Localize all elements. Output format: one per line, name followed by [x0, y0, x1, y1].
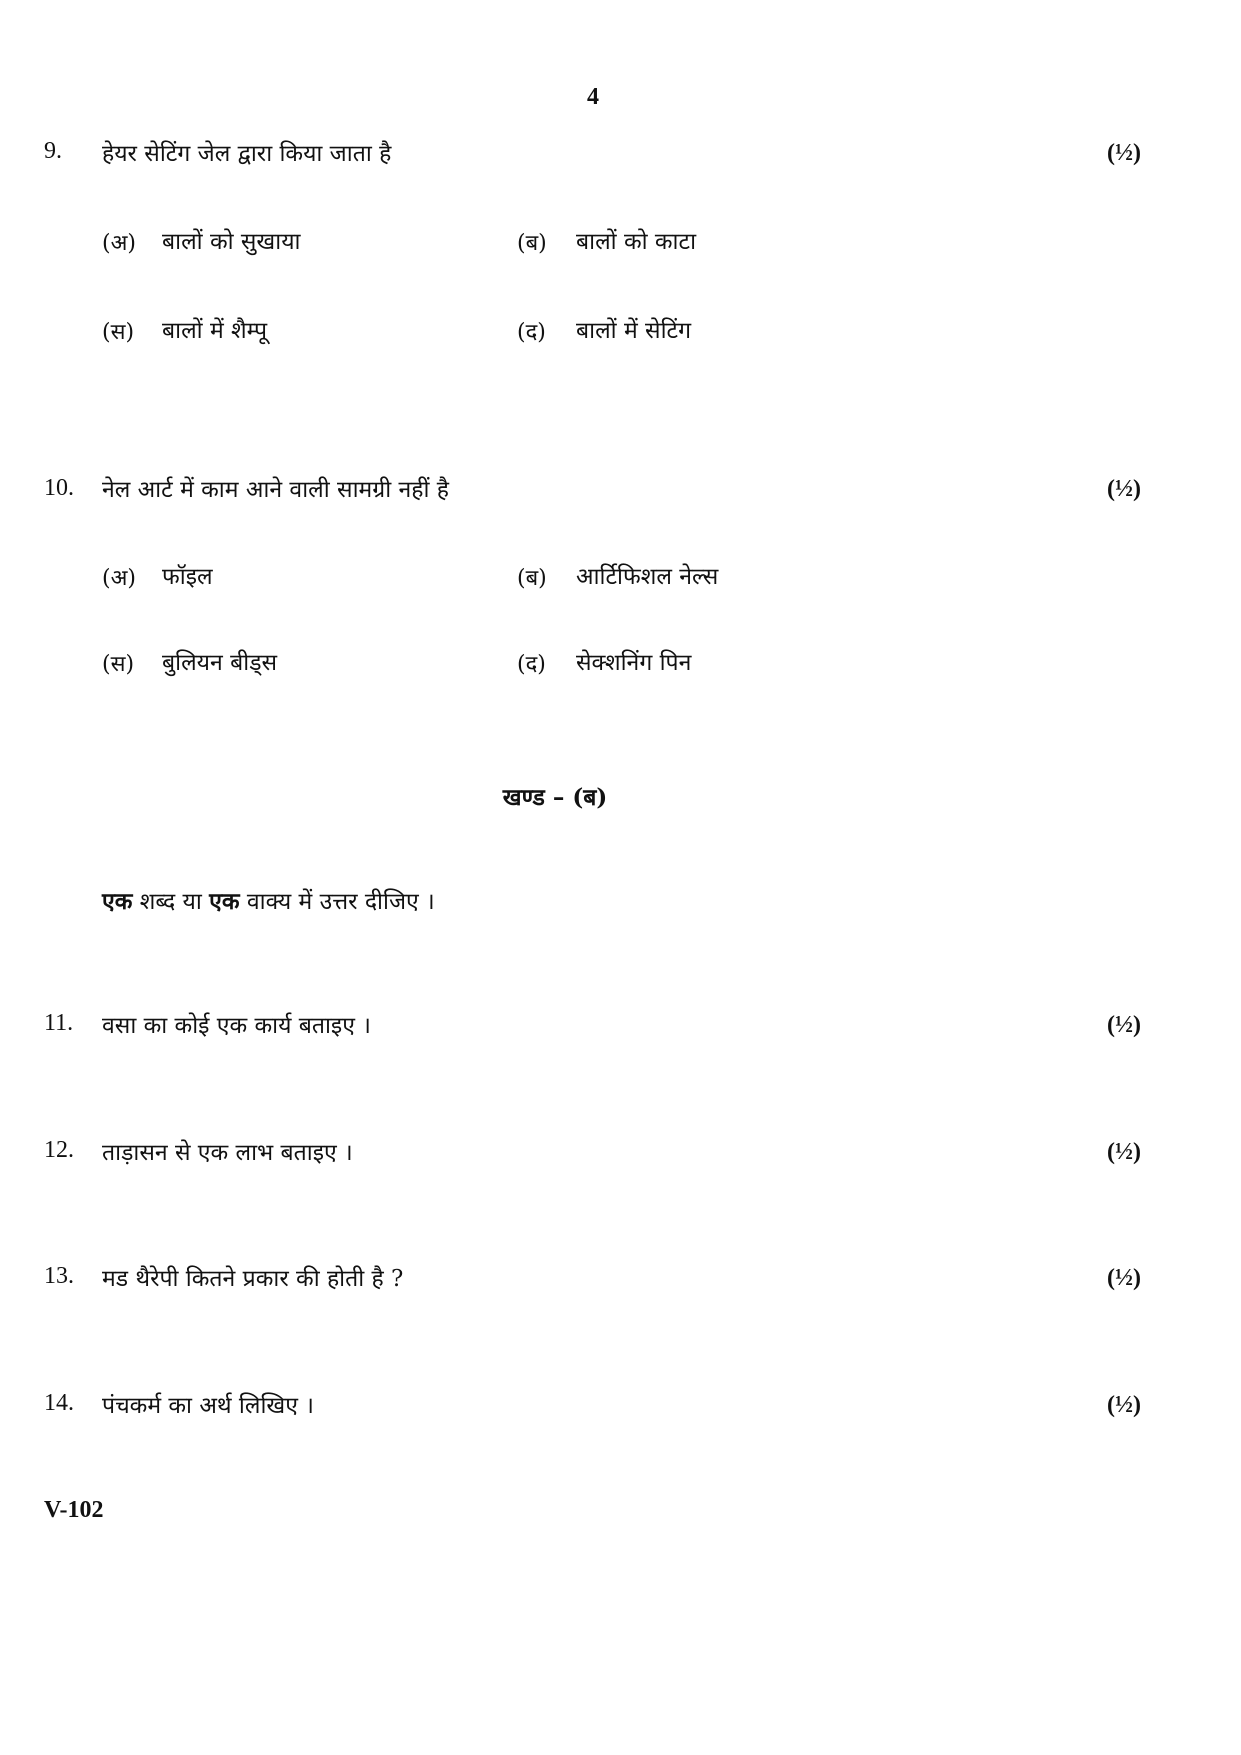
page-number: 4	[587, 84, 599, 110]
instruction-bold: एक	[209, 888, 240, 915]
question-number: 10.	[44, 475, 74, 501]
option-label: (अ)	[102, 231, 136, 256]
option-text: सेक्शनिंग पिन	[576, 650, 692, 676]
paper-code: V-102	[44, 1497, 104, 1523]
option-text: बालों में शैम्पू	[162, 318, 268, 344]
question-text: हेयर सेटिंग जेल द्वारा किया जाता है	[102, 141, 392, 167]
question-number: 11.	[44, 1010, 74, 1036]
option-text: फॉइल	[162, 564, 213, 590]
instruction-bold: एक	[102, 888, 133, 915]
option-text: बालों को सुखाया	[162, 229, 301, 255]
question-marks: (½)	[1107, 1012, 1141, 1038]
question-number: 13.	[44, 1263, 74, 1289]
question-text: पंचकर्म का अर्थ लिखिए ।	[102, 1393, 314, 1419]
option-label: (द)	[517, 320, 546, 345]
option-label: (स)	[102, 320, 135, 345]
question-number: 9.	[44, 138, 62, 164]
question-number: 14.	[44, 1390, 74, 1416]
question-marks: (½)	[1107, 476, 1141, 502]
instruction-text: शब्द या	[132, 889, 210, 915]
question-marks: (½)	[1107, 140, 1141, 166]
question-marks: (½)	[1107, 1265, 1141, 1291]
option-text: आर्टिफिशल नेल्स	[576, 564, 719, 590]
option-label: (स)	[102, 652, 135, 677]
section-title: खण्ड – (ब)	[502, 784, 608, 811]
question-marks: (½)	[1107, 1392, 1141, 1418]
question-text: ताड़ासन से एक लाभ बताइए ।	[102, 1140, 353, 1166]
section-instruction	[102, 884, 435, 916]
instruction-text: वाक्य में उत्तर दीजिए ।	[239, 889, 435, 915]
question-marks: (½)	[1107, 1139, 1141, 1165]
option-label: (द)	[517, 652, 546, 677]
question-text: मड थैरेपी कितने प्रकार की होती है ?	[102, 1266, 404, 1292]
question-text: वसा का कोई एक कार्य बताइए ।	[102, 1013, 371, 1039]
option-label: (ब)	[517, 231, 547, 256]
option-text: बालों में सेटिंग	[576, 318, 692, 344]
question-text: नेल आर्ट में काम आने वाली सामग्री नहीं है	[102, 477, 449, 503]
option-text: बालों को काटा	[576, 229, 697, 255]
option-label: (ब)	[517, 566, 547, 591]
question-number: 12.	[44, 1137, 74, 1163]
option-text: बुलियन बीड्स	[162, 650, 278, 676]
option-label: (अ)	[102, 566, 136, 591]
